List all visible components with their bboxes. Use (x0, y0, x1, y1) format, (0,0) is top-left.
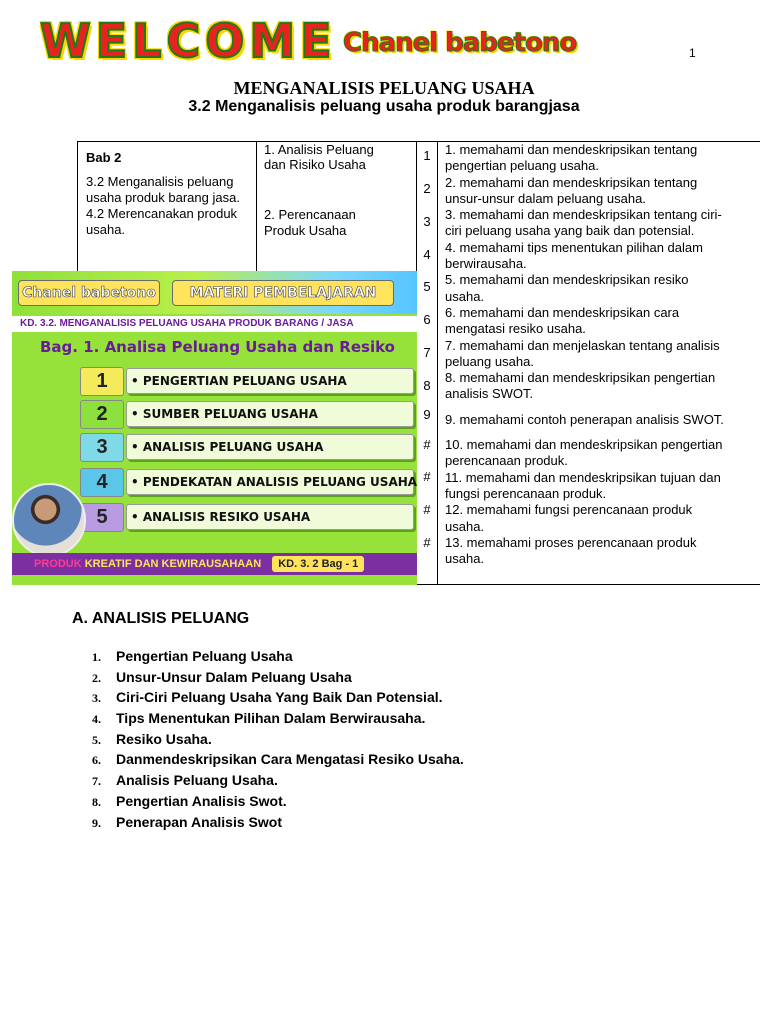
list-item (92, 669, 464, 690)
table-col-divider (77, 141, 78, 272)
learning-objectives (445, 142, 745, 567)
row-number: 1 (423, 148, 431, 163)
list-number: 9. (92, 815, 101, 830)
row-number: # (423, 469, 431, 484)
list-number: 2. (92, 670, 101, 685)
table-col-divider (256, 141, 257, 272)
objective-item (445, 338, 745, 371)
list-text: Pengertian Peluang Usaha (116, 648, 293, 664)
row-number: 8 (423, 378, 431, 393)
objective-item (445, 175, 745, 208)
kd-line: KD. 3.2. MENGANALISIS PELUANG USAHA PRODUK BARANG / JASA (12, 316, 417, 332)
objective-line: 12. memahami fungsi perencanaan produk (445, 502, 693, 518)
materi-chip: MATERI PEMBELAJARAN (172, 280, 394, 306)
competency-line: 4.2 Merencanakan produk (86, 206, 238, 221)
objective-line: berwirausaha. (445, 256, 527, 272)
objective-item (445, 370, 745, 403)
row-number: 6 (423, 312, 431, 327)
objective-item (445, 142, 745, 175)
list-text: Analisis Peluang Usaha. (116, 772, 278, 789)
list-number: 7. (92, 774, 101, 789)
item-number: 5 (80, 503, 124, 532)
section-heading: A. ANALISIS PELUANG (72, 610, 250, 627)
objective-line: unsur-unsur dalam peluang usaha. (445, 190, 646, 206)
list-item (92, 648, 464, 669)
objective-line: fungsi perencanaan produk. (445, 485, 607, 501)
list-number: 4. (92, 712, 101, 727)
objective-line: ciri peluang usaha yang baik dan potensial. (445, 223, 695, 239)
row-number: 3 (423, 214, 431, 229)
learning-material-image (12, 271, 417, 585)
item-label: • PENGERTIAN PELUANG USAHA (126, 368, 414, 394)
topic-line: dan Risiko Usaha (264, 157, 366, 172)
objective-line: perencanaan produk. (445, 453, 568, 469)
objective-line: 8. memahami dan mendeskripsikan pengertian (445, 370, 716, 386)
list-text: Penerapan Analisis Swot (116, 813, 282, 830)
list-item (92, 793, 464, 814)
item-number: 2 (80, 400, 124, 429)
objective-line: usaha. (445, 288, 485, 304)
row-number: 9 (423, 407, 431, 422)
item-label: • PENDEKATAN ANALISIS PELUANG USAHA (126, 469, 414, 495)
analysis-list (92, 648, 464, 834)
list-item (92, 814, 464, 835)
objective-line: mengatasi resiko usaha. (445, 321, 586, 337)
objective-item (445, 305, 745, 338)
item-number: 3 (80, 433, 124, 462)
item-number: 1 (80, 367, 124, 396)
objective-line: 10. memahami dan mendeskripsikan pengertian (445, 437, 723, 453)
page-number: 1 (689, 46, 696, 60)
item-number: 4 (80, 468, 124, 497)
row-number: # (423, 535, 431, 550)
objective-line: 9. memahami contoh penerapan analisis SWOT. (445, 411, 724, 427)
topic-line: 1. Analisis Peluang (264, 142, 374, 157)
objective-item (445, 272, 745, 305)
competency-line: usaha produk barang jasa. (86, 190, 240, 205)
objective-line: 5. memahami dan mendeskripsikan resiko (445, 272, 689, 288)
objective-item (445, 412, 745, 428)
footer-kreatif: KREATIF DAN KEWIRAUSAHAAN (84, 558, 262, 570)
objective-line: usaha. (445, 518, 485, 534)
list-number: 6. (92, 753, 101, 768)
document-subtitle: 3.2 Menganalisis peluang usaha produk barangjasa (188, 98, 580, 115)
objective-line: usaha. (445, 551, 485, 567)
list-item (92, 689, 464, 710)
objective-line: 1. memahami dan mendeskripsikan tentang (445, 142, 698, 157)
item-label: • ANALISIS PELUANG USAHA (126, 434, 414, 460)
list-text: Danmendeskripsikan Cara Mengatasi Resiko Usaha. (116, 751, 464, 768)
table-bottom-border (416, 584, 760, 585)
topic-line: Produk Usaha (264, 223, 347, 238)
list-number: 3. (92, 691, 101, 706)
list-text: Ciri-Ciri Peluang Usaha Yang Baik Dan Potensial. (116, 689, 443, 706)
objective-item (445, 502, 745, 535)
objective-line: 13. memahami proses perencanaan produk (445, 534, 697, 550)
item-label: • SUMBER PELUANG USAHA (126, 401, 414, 427)
material-footer (12, 553, 417, 575)
topic-line: 2. Perencanaan (264, 207, 356, 222)
chapter-heading: Bab 2 (86, 150, 122, 165)
objective-line: pengertian peluang usaha. (445, 158, 599, 174)
list-text: Resiko Usaha. (116, 730, 212, 747)
list-text: Pengertian Analisis Swot. (116, 792, 287, 809)
objective-item (445, 535, 745, 568)
list-item (92, 731, 464, 752)
list-item (92, 710, 464, 731)
list-number: 8. (92, 794, 101, 809)
list-item (92, 751, 464, 772)
row-number: 2 (423, 181, 431, 196)
table-col-divider (437, 141, 438, 585)
item-label: • ANALISIS RESIKO USAHA (126, 504, 414, 530)
row-number: 7 (423, 345, 431, 360)
objective-line: 3. memahami dan mendeskripsikan tentang ciri- (445, 207, 722, 223)
row-number: 4 (423, 247, 431, 262)
list-text: Tips Menentukan Pilihan Dalam Berwirausaha. (116, 710, 426, 727)
objective-line: analisis SWOT. (445, 386, 534, 402)
competency-line: usaha. (86, 222, 126, 237)
objective-item (445, 240, 745, 273)
list-text: Unsur-Unsur Dalam Peluang Usaha (116, 668, 352, 685)
objective-line: 11. memahami dan mendeskripsikan tujuan dan (445, 469, 721, 485)
row-number: # (423, 437, 431, 452)
bag-title: Bag. 1. Analisa Peluang Usaha dan Resiko (40, 338, 395, 356)
objective-line: 6. memahami dan mendeskripsikan cara (445, 304, 680, 320)
objective-item (445, 437, 745, 470)
channel-name: Chanel babetono (343, 28, 577, 58)
list-number: 5. (92, 732, 101, 747)
objective-line: peluang usaha. (445, 353, 534, 369)
row-number: 5 (423, 279, 431, 294)
channel-chip: Chanel babetono (18, 280, 160, 306)
objective-line: 7. memahami dan menjelaskan tentang analisis (445, 337, 720, 353)
objective-line: 2. memahami dan mendeskripsikan tentang (445, 174, 698, 190)
welcome-text: WELCOME (40, 14, 337, 68)
competency-line: 3.2 Menganalisis peluang (86, 174, 234, 189)
footer-produk: PRODUK (34, 558, 82, 570)
document-title: MENGANALISIS PELUANG USAHA (233, 78, 535, 98)
objective-item (445, 470, 745, 503)
list-number: 1. (92, 650, 101, 664)
footer-kd: KD. 3. 2 Bag - 1 (272, 556, 364, 572)
row-number: # (423, 502, 431, 517)
objective-line: 4. memahami tips menentukan pilihan dalam (445, 239, 703, 255)
avatar (12, 483, 86, 557)
list-item (92, 772, 464, 793)
objective-item (445, 207, 745, 240)
